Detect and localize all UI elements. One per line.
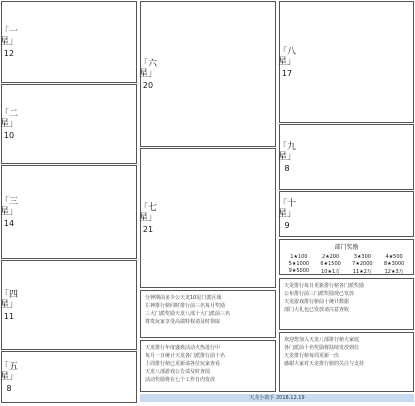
rank-panel-2 bbox=[1, 84, 137, 164]
rank-panel-8 bbox=[279, 1, 414, 123]
legend-item: 4★500 bbox=[385, 254, 403, 260]
legend-item: 1★100 bbox=[290, 254, 308, 260]
rank-count: 20 bbox=[142, 81, 154, 90]
rank-label-10 bbox=[278, 192, 297, 238]
note-line: 天龙排行年度盛典活动火热进行中 bbox=[145, 345, 221, 351]
legend-item: 5★1000 bbox=[288, 261, 310, 267]
rank-title: 「十星」 bbox=[278, 199, 297, 219]
note-line: 每月一日统计天龙各门派排行前十名 bbox=[145, 353, 226, 359]
note-line: 尊贵玩家享受高端特权请及时领取 bbox=[145, 319, 221, 325]
legend-item: 3★300 bbox=[353, 254, 371, 260]
note-line: 部门大礼包已发放请注意查收 bbox=[284, 307, 350, 313]
note-line: 左神排行榜同时排行前三名每月奖励 bbox=[145, 303, 226, 309]
rank-count: 9 bbox=[284, 221, 290, 230]
note-line: 天龙八部游戏公告请及时查阅 bbox=[145, 369, 211, 375]
note-line: 活动奖励将在七个工作日内发放 bbox=[145, 377, 216, 383]
rank-count: 12 bbox=[3, 49, 15, 58]
legend-grid bbox=[284, 254, 409, 275]
note-line: 天龙排行每日更新排行榜各门派奖励 bbox=[284, 283, 365, 289]
reward-legend bbox=[279, 239, 414, 275]
rank-title: 「四星」 bbox=[0, 290, 19, 310]
note-line: 上周排行榜已更新请各位玩家查看 bbox=[145, 361, 221, 367]
rank-label-3 bbox=[0, 166, 19, 260]
note-line: 天龙游戏排行榜前十统计数据 bbox=[284, 299, 350, 305]
note-line: 感谢大家对天龙排行榜的关注与支持 bbox=[284, 361, 365, 367]
note-box-c bbox=[279, 278, 414, 330]
rank-title: 「三星」 bbox=[0, 197, 19, 217]
rank-label-6 bbox=[139, 2, 158, 148]
rank-count: 21 bbox=[142, 225, 154, 234]
rank-panel-3 bbox=[1, 165, 137, 259]
legend-item: 7★2000 bbox=[352, 261, 373, 267]
rank-title: 「八星」 bbox=[278, 47, 297, 67]
rank-title: 「一星」 bbox=[0, 27, 19, 47]
rank-label-1 bbox=[0, 2, 19, 84]
rank-panel-7 bbox=[140, 148, 276, 288]
rank-count: 8 bbox=[284, 164, 290, 173]
rank-title: 「七星」 bbox=[139, 203, 158, 223]
legend-item: 2★200 bbox=[322, 254, 340, 260]
rank-label-4 bbox=[0, 261, 19, 351]
rank-panel-1 bbox=[1, 1, 137, 83]
rank-title: 「九星」 bbox=[278, 142, 297, 162]
legend-item: 11★2万 bbox=[352, 269, 372, 275]
note-line: 三大门派奖励天龙八部十大门派前三名 bbox=[145, 311, 231, 317]
note-line: 分神期前多少公天龙10星门派区域 bbox=[145, 295, 222, 301]
note-line: 天龙排行榜每周更新一次 bbox=[284, 353, 340, 359]
rank-label-9 bbox=[278, 125, 297, 191]
rank-label-8 bbox=[278, 2, 297, 124]
rank-panel-6 bbox=[140, 1, 276, 147]
rank-count: 10 bbox=[3, 131, 15, 140]
rank-count: 11 bbox=[3, 312, 15, 321]
rank-title: 「六星」 bbox=[139, 59, 158, 79]
rank-label-5 bbox=[0, 352, 19, 404]
rank-panel-10 bbox=[279, 191, 414, 237]
rank-panel-4 bbox=[1, 260, 137, 350]
rank-title: 「二星」 bbox=[0, 109, 19, 129]
footer-bar: 天龙小助手 2018.12.19 bbox=[140, 394, 414, 402]
note-line: 公布排行前三门派奖励现已发放 bbox=[284, 291, 355, 297]
legend-title: 部门奖励 bbox=[334, 244, 359, 251]
rank-title: 「五星」 bbox=[0, 362, 19, 382]
rank-panel-9 bbox=[279, 124, 414, 190]
note-box-d bbox=[279, 332, 414, 392]
rank-panel-5 bbox=[1, 351, 137, 403]
legend-item: 8★3000 bbox=[383, 261, 405, 267]
note-box-b bbox=[140, 340, 276, 392]
rank-count: 17 bbox=[281, 69, 293, 78]
legend-item: 9★5000 bbox=[288, 268, 310, 274]
note-line: 欢迎您加入天龙八部排行榜大家庭 bbox=[284, 337, 360, 343]
rank-count: 14 bbox=[3, 219, 15, 228]
note-box-a bbox=[140, 290, 276, 338]
rank-count: 8 bbox=[6, 384, 12, 393]
rank-label-2 bbox=[0, 85, 19, 165]
rank-label-7 bbox=[139, 149, 158, 289]
note-line: 各门派前十名奖励将陆续发放到位 bbox=[284, 345, 360, 351]
legend-item: 6★1500 bbox=[320, 261, 341, 267]
legend-item: 10★1万 bbox=[321, 269, 341, 275]
legend-item: 12★3万 bbox=[384, 269, 404, 275]
